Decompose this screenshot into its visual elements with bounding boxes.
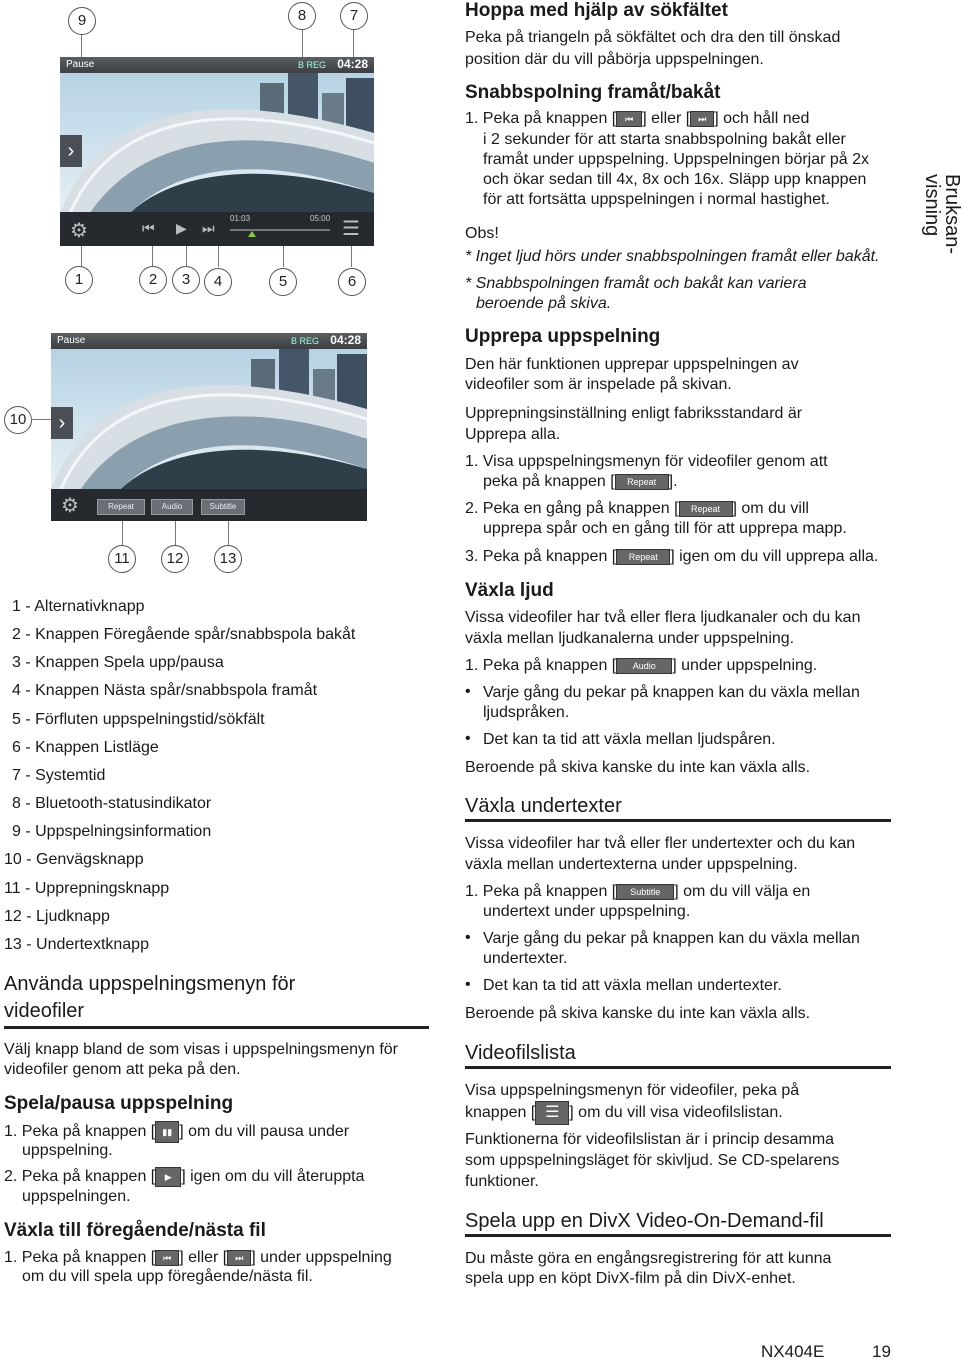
legend-item: 2 - Knappen Föregående spår/snabbspola bakåt (12, 626, 356, 643)
legend-item: 5 - Förfluten uppspelningstid/sökfält (12, 711, 265, 728)
subsection-heading: Spela/pausa uppspelning (4, 1093, 234, 1114)
legend-item: 10 - Genvägsknapp (4, 851, 144, 868)
legend-item: 6 - Knappen Listläge (12, 739, 159, 756)
paragraph: spela upp en köpt DivX-film på din DivX-enhet. (465, 1270, 796, 1287)
subtitle-button-icon: Subtitle (616, 884, 674, 900)
paragraph: Det kan ta tid att växla mellan undertexter. (483, 977, 782, 994)
section-rule (465, 1234, 891, 1237)
paragraph: i 2 sekunder för att starta snabbspolning bakåt eller (483, 131, 846, 148)
paragraph: Vissa videofiler har två eller fler undertexter och du kan (465, 835, 856, 852)
paragraph: Den här funktionen upprepar uppspelningen av (465, 356, 799, 373)
legend-item: 3 - Knappen Spela upp/pausa (12, 654, 224, 671)
paragraph: 1. Peka på knappen [ Subtitle ] om du vill välja en (465, 883, 811, 900)
paragraph: Visa uppspelningsmenyn för videofiler, peka på (465, 1082, 800, 1099)
repeat-button-icon: Repeat (616, 549, 670, 565)
legend-item: 13 - Undertextknapp (4, 936, 149, 953)
repeat-button-icon: Repeat (615, 474, 669, 490)
paragraph: om du vill spela upp föregående/nästa fil. (22, 1268, 313, 1285)
repeat-button-icon: Repeat (679, 501, 733, 517)
previous-track-icon[interactable]: ⏮ (142, 220, 155, 236)
side-tab-label: Bruksan-visning (921, 174, 963, 255)
callout-6: 6 (338, 268, 366, 296)
model-number: NX404E (761, 1342, 825, 1361)
legend-item: 4 - Knappen Nästa spår/snabbspola framåt (12, 682, 318, 699)
paragraph: Funktionerna för videofilslistan är i princip desamma (465, 1131, 835, 1148)
paragraph: peka på knappen [ Repeat ]. (483, 473, 678, 490)
paragraph: Vissa videofiler har två eller flera ljudkanaler och du kan (465, 609, 861, 626)
paragraph: 2. Peka på knappen [ ▶ ] igen om du vill återuppta (4, 1168, 365, 1186)
callout-13: 13 (214, 545, 242, 573)
paragraph: 1. Peka på knappen [ ⏮ ] eller [ ⏭ ] under uppspelning (4, 1249, 392, 1266)
paragraph: ljudspråken. (483, 704, 570, 721)
section-heading: Växla undertexter (465, 795, 622, 817)
bullet-icon: • (465, 929, 471, 946)
previous-track-icon: ⏮ (155, 1250, 179, 1266)
callout-10: 10 (4, 406, 32, 434)
legend-item: 11 - Upprepningsknapp (4, 880, 170, 897)
section-rule (465, 819, 891, 822)
page-number: 19 (872, 1342, 891, 1361)
paragraph: 1. Peka på knappen [ ▮▮ ] om du vill pausa under (4, 1121, 349, 1143)
subsection-heading: Växla ljud (465, 580, 554, 601)
paragraph: uppspelningen. (22, 1188, 131, 1205)
paragraph: position där du vill påbörja uppspelningen. (465, 51, 764, 68)
gear-icon[interactable]: ⚙ (61, 495, 79, 517)
legend-item: 8 - Bluetooth-statusindikator (12, 795, 212, 812)
audio-button-icon: Audio (616, 658, 672, 674)
paragraph: upprepa spår och en gång till för att upprepa mapp. (483, 520, 847, 537)
paragraph: 1. Peka på knappen [ Audio ] under uppspelning. (465, 657, 818, 674)
video-screen-menu (51, 333, 367, 521)
audio-button[interactable]: Audio (151, 499, 193, 515)
callout-3: 3 (172, 266, 200, 294)
bluetooth-icon: B REG (297, 60, 326, 70)
paragraph: och ökar sedan till 4x, 8x och 16x. Släpp upp knappen (483, 171, 867, 188)
video-scene (60, 73, 374, 213)
subsection-heading: Växla till föregående/nästa fil (4, 1220, 266, 1241)
pause-icon: ▮▮ (155, 1121, 179, 1143)
bluetooth-icon: B REG (290, 336, 319, 346)
repeat-button[interactable]: Repeat (97, 499, 145, 515)
paragraph: funktioner. (465, 1173, 539, 1190)
paragraph: Varje gång du pekar på knappen kan du växla mellan (483, 930, 860, 947)
paragraph: växla mellan undertexterna under uppspelning. (465, 856, 798, 873)
paragraph: 1. Peka på knappen [ ⏮ ] eller [ ⏭ ] och håll ned (465, 110, 810, 127)
callout-7: 7 (340, 2, 368, 30)
system-clock: 04:28 (330, 333, 361, 347)
status-bar (60, 57, 374, 73)
section-heading: videofiler (4, 1000, 85, 1022)
legend-item: 9 - Uppspelningsinformation (12, 823, 212, 840)
note: beroende på skiva. (476, 295, 612, 312)
next-track-icon: ⏭ (690, 111, 714, 127)
bullet-icon: • (465, 683, 471, 700)
menu-bar (51, 489, 367, 521)
paragraph: Välj knapp bland de som visas i uppspelningsmenyn för (4, 1041, 399, 1058)
paragraph: växla mellan ljudkanalerna under uppspelning. (465, 630, 795, 647)
paragraph: Varje gång du pekar på knappen kan du växla mellan (483, 684, 860, 701)
gear-icon[interactable]: ⚙ (70, 220, 88, 242)
paragraph: knappen [ ☰ ] om du vill visa videofilslistan. (465, 1101, 783, 1125)
callout-2: 2 (139, 266, 167, 294)
paragraph: Beroende på skiva kanske du inte kan växla alls. (465, 759, 811, 776)
paragraph: 2. Peka en gång på knappen [ Repeat ] om du vill (465, 500, 809, 517)
legend-item: 7 - Systemtid (12, 767, 106, 784)
callout-4: 4 (204, 268, 232, 296)
next-track-icon[interactable]: ⏭ (202, 220, 215, 236)
previous-track-icon: ⏮ (616, 111, 642, 127)
note-label: Obs! (465, 225, 499, 242)
callout-12: 12 (161, 545, 189, 573)
subsection-heading: Hoppa med hjälp av sökfältet (465, 0, 728, 21)
section-heading: Spela upp en DivX Video-On-Demand-fil (465, 1210, 824, 1232)
paragraph: Beroende på skiva kanske du inte kan växla alls. (465, 1005, 811, 1022)
legend-item: 1 - Alternativknapp (12, 598, 145, 615)
paragraph: som uppspelningsläget för skivljud. Se CD-spelarens (465, 1152, 840, 1169)
list-icon[interactable]: ☰ (342, 218, 360, 240)
paragraph: Det kan ta tid att växla mellan ljudspåren. (483, 731, 776, 748)
paragraph: 1. Visa uppspelningsmenyn för videofiler genom att (465, 453, 828, 470)
note: * Snabbspolningen framåt och bakåt kan variera (465, 275, 807, 292)
paragraph: undertexter. (483, 950, 568, 967)
subsection-heading: Snabbspolning framåt/bakåt (465, 82, 721, 103)
playback-status: Pause (66, 59, 95, 70)
paragraph: videofiler genom att peka på den. (4, 1061, 241, 1078)
callout-8: 8 (288, 2, 316, 30)
paragraph: för att fortsätta uppspelningen i normal hastighet. (483, 191, 830, 208)
seek-triangle[interactable] (248, 231, 256, 237)
subsection-heading: Upprepa uppspelning (465, 326, 661, 347)
paragraph: uppspelning. (22, 1142, 113, 1159)
section-rule (4, 1026, 429, 1029)
paragraph: Upprepa alla. (465, 426, 561, 443)
play-icon[interactable]: ▶ (176, 220, 187, 236)
system-clock: 04:28 (337, 57, 368, 71)
playback-status: Pause (57, 335, 86, 346)
paragraph: Upprepningsinställning enligt fabriksstandard är (465, 405, 803, 422)
control-bar (60, 212, 374, 246)
paragraph: videofiler som är inspelade på skivan. (465, 376, 732, 393)
seek-bar[interactable] (230, 229, 330, 231)
paragraph: 3. Peka på knappen [ Repeat ] igen om du vill upprepa alla. (465, 548, 879, 565)
bullet-icon: • (465, 730, 471, 747)
callout-1: 1 (65, 266, 93, 294)
bullet-icon: • (465, 976, 471, 993)
elapsed-time: 01:03 (230, 214, 251, 223)
total-time: 05:00 (310, 214, 331, 223)
list-icon: ☰ (535, 1101, 569, 1125)
callout-5: 5 (269, 268, 297, 296)
section-rule (465, 1066, 891, 1069)
video-screen-playback (60, 57, 374, 246)
subtitle-button[interactable]: Subtitle (201, 499, 245, 515)
next-track-icon: ⏭ (227, 1250, 251, 1266)
callout-9: 9 (68, 7, 96, 35)
status-bar (51, 333, 367, 349)
section-heading: Använda uppspelningsmenyn för (4, 973, 296, 995)
paragraph: Peka på triangeln på sökfältet och dra den till önskad (465, 29, 841, 46)
section-heading: Videofilslista (465, 1042, 576, 1064)
paragraph: framåt under uppspelning. Uppspelningen börjar på 2x (483, 151, 870, 168)
shortcut-arrow-button[interactable]: › (60, 135, 82, 167)
note: * Inget ljud hörs under snabbspolningen framåt eller bakåt. (465, 248, 880, 265)
video-scene (51, 349, 367, 489)
callout-11: 11 (108, 545, 136, 573)
play-icon: ▶ (155, 1167, 181, 1187)
legend-item: 12 - Ljudknapp (4, 908, 110, 925)
paragraph: Du måste göra en engångsregistrering för att kunna (465, 1250, 832, 1267)
paragraph: undertext under uppspelning. (483, 903, 691, 920)
shortcut-arrow-button[interactable]: › (51, 407, 73, 439)
